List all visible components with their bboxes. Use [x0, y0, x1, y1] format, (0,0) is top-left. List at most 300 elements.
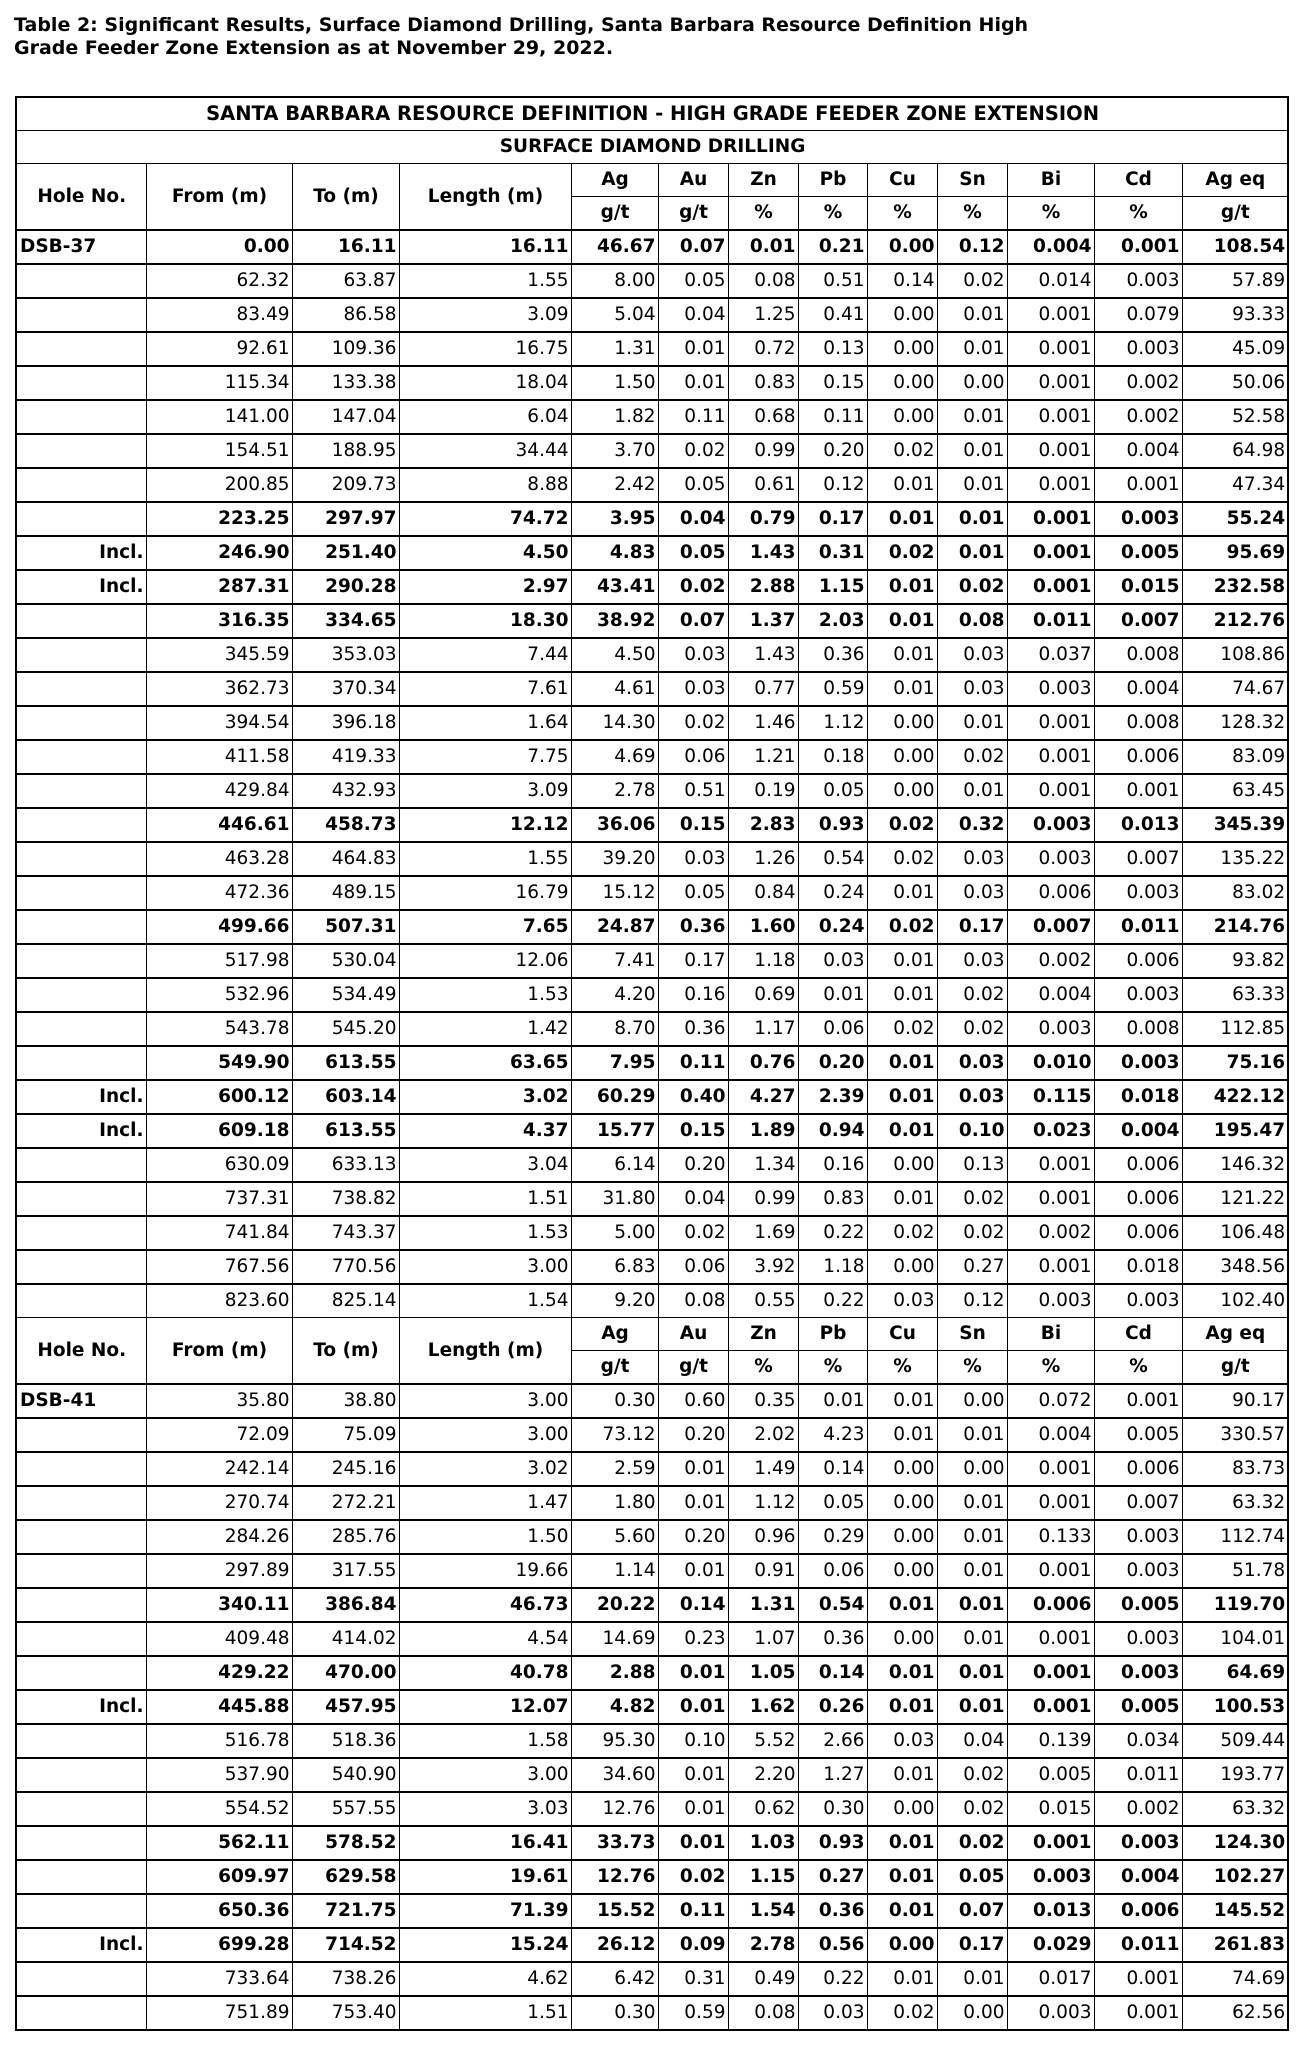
value-cell: 0.079	[1094, 298, 1182, 332]
value-cell: 0.04	[658, 298, 728, 332]
value-cell: 0.001	[1007, 1690, 1094, 1724]
value-cell: 0.00	[867, 1928, 937, 1962]
table-row	[16, 1690, 1288, 1724]
value-cell: 0.06	[658, 740, 728, 774]
value-cell: 63.87	[292, 264, 399, 298]
hole-cell	[16, 1284, 146, 1318]
hole-cell	[16, 332, 146, 366]
value-cell: 0.015	[1007, 1792, 1094, 1826]
value-cell: 0.004	[1007, 978, 1094, 1012]
value-cell: 0.09	[658, 1928, 728, 1962]
value-cell: 0.011	[1094, 910, 1182, 944]
value-cell: 0.01	[937, 1418, 1007, 1452]
value-cell: 1.53	[399, 978, 571, 1012]
value-cell: 0.05	[798, 774, 867, 808]
value-cell: 0.36	[798, 1622, 867, 1656]
value-cell: 1.18	[798, 1250, 867, 1284]
value-cell: 1.25	[728, 298, 798, 332]
hole-cell	[16, 1894, 146, 1928]
value-cell: 0.08	[937, 604, 1007, 638]
value-cell: 124.30	[1182, 1826, 1288, 1860]
value-cell: 2.66	[798, 1724, 867, 1758]
value-cell: 12.76	[571, 1860, 658, 1894]
value-cell: 36.06	[571, 808, 658, 842]
value-cell: 15.77	[571, 1114, 658, 1148]
value-cell: 0.00	[937, 1384, 1007, 1418]
header-unit: g/t	[571, 1351, 658, 1385]
value-cell: 5.60	[571, 1520, 658, 1554]
value-cell: 0.007	[1007, 910, 1094, 944]
value-cell: 470.00	[292, 1656, 399, 1690]
value-cell: 0.06	[798, 1554, 867, 1588]
value-cell: 1.60	[728, 910, 798, 944]
header-unit: g/t	[658, 1351, 728, 1385]
value-cell: 1.80	[571, 1486, 658, 1520]
value-cell: 0.005	[1094, 1418, 1182, 1452]
header-unit: %	[1007, 197, 1094, 231]
value-cell: 0.003	[1094, 876, 1182, 910]
hole-cell	[16, 366, 146, 400]
value-cell: 128.32	[1182, 706, 1288, 740]
table-row	[16, 944, 1288, 978]
value-cell: 71.39	[399, 1894, 571, 1928]
value-cell: 0.93	[798, 808, 867, 842]
value-cell: 530.04	[292, 944, 399, 978]
header-unit: %	[798, 1351, 867, 1385]
value-cell: 16.79	[399, 876, 571, 910]
value-cell: 0.003	[1094, 1284, 1182, 1318]
value-cell: 0.15	[798, 366, 867, 400]
table-row	[16, 434, 1288, 468]
hole-cell	[16, 842, 146, 876]
header-element: Ag eq	[1182, 1318, 1288, 1351]
value-cell: 629.58	[292, 1860, 399, 1894]
value-cell: 1.46	[728, 706, 798, 740]
table-row	[16, 1656, 1288, 1690]
value-cell: 0.59	[798, 672, 867, 706]
hole-cell	[16, 1012, 146, 1046]
table-row	[16, 1792, 1288, 1826]
value-cell: 223.25	[146, 502, 292, 536]
value-cell: 0.018	[1094, 1080, 1182, 1114]
value-cell: 3.95	[571, 502, 658, 536]
value-cell: 261.83	[1182, 1928, 1288, 1962]
value-cell: 334.65	[292, 604, 399, 638]
value-cell: 0.99	[728, 1182, 798, 1216]
value-cell: 0.14	[658, 1588, 728, 1622]
value-cell: 499.66	[146, 910, 292, 944]
value-cell: 0.01	[658, 1792, 728, 1826]
value-cell: 0.03	[937, 1046, 1007, 1080]
value-cell: 330.57	[1182, 1418, 1288, 1452]
value-cell: 0.01	[658, 366, 728, 400]
value-cell: 0.03	[937, 672, 1007, 706]
value-cell: 0.41	[798, 298, 867, 332]
header-unit: %	[798, 197, 867, 231]
value-cell: 135.22	[1182, 842, 1288, 876]
value-cell: 7.41	[571, 944, 658, 978]
value-cell: 63.32	[1182, 1486, 1288, 1520]
header-unit: %	[728, 197, 798, 231]
value-cell: 0.06	[658, 1250, 728, 1284]
value-cell: 0.023	[1007, 1114, 1094, 1148]
value-cell: 0.01	[937, 706, 1007, 740]
value-cell: 0.21	[798, 230, 867, 264]
value-cell: 1.54	[728, 1894, 798, 1928]
value-cell: 0.02	[658, 434, 728, 468]
value-cell: 0.002	[1007, 1216, 1094, 1250]
value-cell: 0.01	[867, 1182, 937, 1216]
value-cell: 0.003	[1094, 264, 1182, 298]
value-cell: 0.49	[728, 1962, 798, 1996]
value-cell: 0.05	[798, 1486, 867, 1520]
value-cell: 0.20	[798, 434, 867, 468]
value-cell: 0.001	[1007, 1826, 1094, 1860]
value-cell: 0.08	[658, 1284, 728, 1318]
value-cell: 0.02	[937, 264, 1007, 298]
value-cell: 532.96	[146, 978, 292, 1012]
value-cell: 409.48	[146, 1622, 292, 1656]
value-cell: 0.01	[867, 978, 937, 1012]
caption-line-2: Grade Feeder Zone Extension as at November 29, 2022.	[14, 37, 614, 59]
value-cell: 0.003	[1094, 502, 1182, 536]
value-cell: 0.001	[1094, 774, 1182, 808]
value-cell: 630.09	[146, 1148, 292, 1182]
hole-cell	[16, 1724, 146, 1758]
header-unit: %	[937, 197, 1007, 231]
value-cell: 0.17	[658, 944, 728, 978]
table-row	[16, 230, 1288, 264]
value-cell: 0.03	[937, 1080, 1007, 1114]
value-cell: 0.004	[1094, 434, 1182, 468]
value-cell: 0.03	[658, 638, 728, 672]
value-cell: 0.034	[1094, 1724, 1182, 1758]
header-element: Ag	[571, 164, 658, 197]
value-cell: 0.02	[867, 842, 937, 876]
value-cell: 0.26	[798, 1690, 867, 1724]
value-cell: 1.31	[728, 1588, 798, 1622]
hole-cell	[16, 400, 146, 434]
value-cell: 1.55	[399, 842, 571, 876]
value-cell: 0.17	[937, 910, 1007, 944]
value-cell: 0.29	[798, 1520, 867, 1554]
hole-cell	[16, 604, 146, 638]
value-cell: 0.02	[867, 1996, 937, 2030]
value-cell: 370.34	[292, 672, 399, 706]
value-cell: 0.001	[1094, 1996, 1182, 2030]
table-row	[16, 1046, 1288, 1080]
table-row	[16, 570, 1288, 604]
value-cell: 0.01	[937, 1690, 1007, 1724]
value-cell: 83.02	[1182, 876, 1288, 910]
value-cell: 0.001	[1094, 468, 1182, 502]
value-cell: 145.52	[1182, 1894, 1288, 1928]
value-cell: 100.53	[1182, 1690, 1288, 1724]
value-cell: 0.01	[867, 604, 937, 638]
value-cell: 0.037	[1007, 638, 1094, 672]
value-cell: 0.02	[937, 740, 1007, 774]
value-cell: 0.11	[798, 400, 867, 434]
value-cell: 0.003	[1094, 332, 1182, 366]
value-cell: 95.69	[1182, 536, 1288, 570]
hole-cell	[16, 1418, 146, 1452]
value-cell: 0.00	[937, 366, 1007, 400]
value-cell: 0.02	[658, 706, 728, 740]
value-cell: 0.30	[798, 1792, 867, 1826]
value-cell: 609.18	[146, 1114, 292, 1148]
value-cell: 0.04	[937, 1724, 1007, 1758]
value-cell: 1.34	[728, 1148, 798, 1182]
value-cell: 0.30	[571, 1996, 658, 2030]
hole-cell	[16, 468, 146, 502]
value-cell: 600.12	[146, 1080, 292, 1114]
table-row	[16, 1962, 1288, 1996]
value-cell: 0.30	[571, 1384, 658, 1418]
value-cell: 445.88	[146, 1690, 292, 1724]
value-cell: 0.003	[1094, 1520, 1182, 1554]
value-cell: 1.21	[728, 740, 798, 774]
value-cell: 35.80	[146, 1384, 292, 1418]
value-cell: 0.01	[867, 944, 937, 978]
value-cell: 290.28	[292, 570, 399, 604]
value-cell: 0.001	[1007, 1250, 1094, 1284]
hole-cell	[16, 1182, 146, 1216]
value-cell: 345.59	[146, 638, 292, 672]
value-cell: 562.11	[146, 1826, 292, 1860]
value-cell: 472.36	[146, 876, 292, 910]
value-cell: 518.36	[292, 1724, 399, 1758]
value-cell: 0.62	[728, 1792, 798, 1826]
value-cell: 0.03	[937, 842, 1007, 876]
value-cell: 411.58	[146, 740, 292, 774]
value-cell: 0.59	[658, 1996, 728, 2030]
value-cell: 93.33	[1182, 298, 1288, 332]
value-cell: 287.31	[146, 570, 292, 604]
value-cell: 3.03	[399, 1792, 571, 1826]
value-cell: 0.006	[1007, 1588, 1094, 1622]
value-cell: 16.11	[292, 230, 399, 264]
value-cell: 386.84	[292, 1588, 399, 1622]
value-cell: 102.27	[1182, 1860, 1288, 1894]
value-cell: 19.66	[399, 1554, 571, 1588]
value-cell: 188.95	[292, 434, 399, 468]
value-cell: 458.73	[292, 808, 399, 842]
value-cell: 75.16	[1182, 1046, 1288, 1080]
value-cell: 0.01	[867, 1384, 937, 1418]
value-cell: 0.02	[867, 434, 937, 468]
value-cell: 0.11	[658, 400, 728, 434]
value-cell: 1.54	[399, 1284, 571, 1318]
value-cell: 0.01	[937, 298, 1007, 332]
value-cell: 0.27	[937, 1250, 1007, 1284]
value-cell: 1.15	[728, 1860, 798, 1894]
value-cell: 738.82	[292, 1182, 399, 1216]
value-cell: 0.12	[937, 1284, 1007, 1318]
value-cell: 4.61	[571, 672, 658, 706]
value-cell: 5.00	[571, 1216, 658, 1250]
value-cell: 770.56	[292, 1250, 399, 1284]
table-row	[16, 1928, 1288, 1962]
value-cell: 0.99	[728, 434, 798, 468]
value-cell: 0.02	[937, 1182, 1007, 1216]
value-cell: 0.60	[658, 1384, 728, 1418]
table-row	[16, 400, 1288, 434]
value-cell: 0.01	[937, 434, 1007, 468]
value-cell: 0.01	[867, 502, 937, 536]
value-cell: 0.011	[1094, 1928, 1182, 1962]
value-cell: 0.03	[867, 1724, 937, 1758]
value-cell: 0.01	[867, 876, 937, 910]
value-cell: 272.21	[292, 1486, 399, 1520]
value-cell: 0.01	[658, 1554, 728, 1588]
table-row	[16, 604, 1288, 638]
value-cell: 0.01	[867, 638, 937, 672]
value-cell: 0.001	[1007, 706, 1094, 740]
value-cell: 0.006	[1094, 1148, 1182, 1182]
value-cell: 0.003	[1007, 842, 1094, 876]
value-cell: 1.58	[399, 1724, 571, 1758]
value-cell: 4.54	[399, 1622, 571, 1656]
value-cell: 15.52	[571, 1894, 658, 1928]
value-cell: 4.37	[399, 1114, 571, 1148]
value-cell: 0.001	[1007, 536, 1094, 570]
value-cell: 47.34	[1182, 468, 1288, 502]
header-unit: %	[1094, 197, 1182, 231]
value-cell: 0.01	[867, 468, 937, 502]
header-element: Bi	[1007, 164, 1094, 197]
value-cell: 353.03	[292, 638, 399, 672]
value-cell: 0.01	[658, 1452, 728, 1486]
table-header-group	[16, 164, 1288, 231]
header-unit: %	[1094, 1351, 1182, 1385]
value-cell: 0.001	[1007, 366, 1094, 400]
header-element: Ag	[571, 1318, 658, 1351]
value-cell: 0.01	[937, 1520, 1007, 1554]
value-cell: 540.90	[292, 1758, 399, 1792]
value-cell: 6.42	[571, 1962, 658, 1996]
value-cell: 0.001	[1007, 1452, 1094, 1486]
value-cell: 0.003	[1094, 1656, 1182, 1690]
value-cell: 0.01	[937, 1554, 1007, 1588]
value-cell: 26.12	[571, 1928, 658, 1962]
value-cell: 345.39	[1182, 808, 1288, 842]
header-hole: Hole No.	[16, 1318, 146, 1385]
value-cell: 0.51	[658, 774, 728, 808]
header-element: Bi	[1007, 1318, 1094, 1351]
value-cell: 457.95	[292, 1690, 399, 1724]
header-from: From (m)	[146, 164, 292, 231]
header-length: Length (m)	[399, 164, 571, 231]
value-cell: 613.55	[292, 1046, 399, 1080]
value-cell: 0.03	[867, 1284, 937, 1318]
value-cell: 1.12	[728, 1486, 798, 1520]
value-cell: 0.006	[1094, 1216, 1182, 1250]
value-cell: 9.20	[571, 1284, 658, 1318]
value-cell: 1.64	[399, 706, 571, 740]
value-cell: 2.88	[728, 570, 798, 604]
value-cell: 95.30	[571, 1724, 658, 1758]
value-cell: 0.02	[937, 978, 1007, 1012]
value-cell: 0.03	[937, 638, 1007, 672]
value-cell: 284.26	[146, 1520, 292, 1554]
value-cell: 63.65	[399, 1046, 571, 1080]
value-cell: 0.007	[1094, 842, 1182, 876]
value-cell: 0.01	[937, 502, 1007, 536]
header-element: Cd	[1094, 1318, 1182, 1351]
value-cell: 0.56	[798, 1928, 867, 1962]
value-cell: 0.83	[798, 1182, 867, 1216]
value-cell: 0.01	[867, 1962, 937, 1996]
value-cell: 2.42	[571, 468, 658, 502]
table-row	[16, 1996, 1288, 2030]
value-cell: 0.00	[867, 1792, 937, 1826]
table-row	[16, 1826, 1288, 1860]
value-cell: 4.27	[728, 1080, 798, 1114]
value-cell: 270.74	[146, 1486, 292, 1520]
value-cell: 0.139	[1007, 1724, 1094, 1758]
value-cell: 0.02	[937, 570, 1007, 604]
value-cell: 0.003	[1094, 1554, 1182, 1588]
value-cell: 545.20	[292, 1012, 399, 1046]
value-cell: 0.07	[658, 230, 728, 264]
value-cell: 0.05	[937, 1860, 1007, 1894]
value-cell: 0.01	[867, 1046, 937, 1080]
value-cell: 3.92	[728, 1250, 798, 1284]
value-cell: 109.36	[292, 332, 399, 366]
value-cell: 0.008	[1094, 1012, 1182, 1046]
value-cell: 0.014	[1007, 264, 1094, 298]
value-cell: 154.51	[146, 434, 292, 468]
value-cell: 0.00	[867, 1250, 937, 1284]
value-cell: 1.05	[728, 1656, 798, 1690]
value-cell: 0.00	[867, 366, 937, 400]
hole-cell	[16, 808, 146, 842]
value-cell: 4.50	[571, 638, 658, 672]
header-element: Zn	[728, 1318, 798, 1351]
value-cell: 4.23	[798, 1418, 867, 1452]
table-row	[16, 1284, 1288, 1318]
header-unit: %	[1007, 1351, 1094, 1385]
value-cell: 0.61	[728, 468, 798, 502]
value-cell: 6.04	[399, 400, 571, 434]
value-cell: 0.001	[1007, 332, 1094, 366]
value-cell: 0.003	[1007, 1996, 1094, 2030]
table-row	[16, 774, 1288, 808]
value-cell: 4.50	[399, 536, 571, 570]
value-cell: 0.001	[1007, 1486, 1094, 1520]
value-cell: 633.13	[292, 1148, 399, 1182]
value-cell: 0.01	[937, 1622, 1007, 1656]
value-cell: 0.008	[1094, 706, 1182, 740]
value-cell: 534.49	[292, 978, 399, 1012]
value-cell: 0.54	[798, 1588, 867, 1622]
header-element: Pb	[798, 1318, 867, 1351]
value-cell: 108.54	[1182, 230, 1288, 264]
value-cell: 3.70	[571, 434, 658, 468]
value-cell: 0.03	[798, 1996, 867, 2030]
hole-cell	[16, 1216, 146, 1250]
value-cell: 0.01	[658, 1826, 728, 1860]
value-cell: 0.006	[1094, 944, 1182, 978]
value-cell: 16.41	[399, 1826, 571, 1860]
header-unit: %	[867, 197, 937, 231]
value-cell: 0.31	[798, 536, 867, 570]
value-cell: 24.87	[571, 910, 658, 944]
value-cell: 0.11	[658, 1046, 728, 1080]
value-cell: 463.28	[146, 842, 292, 876]
value-cell: 714.52	[292, 1928, 399, 1962]
value-cell: 0.013	[1094, 808, 1182, 842]
